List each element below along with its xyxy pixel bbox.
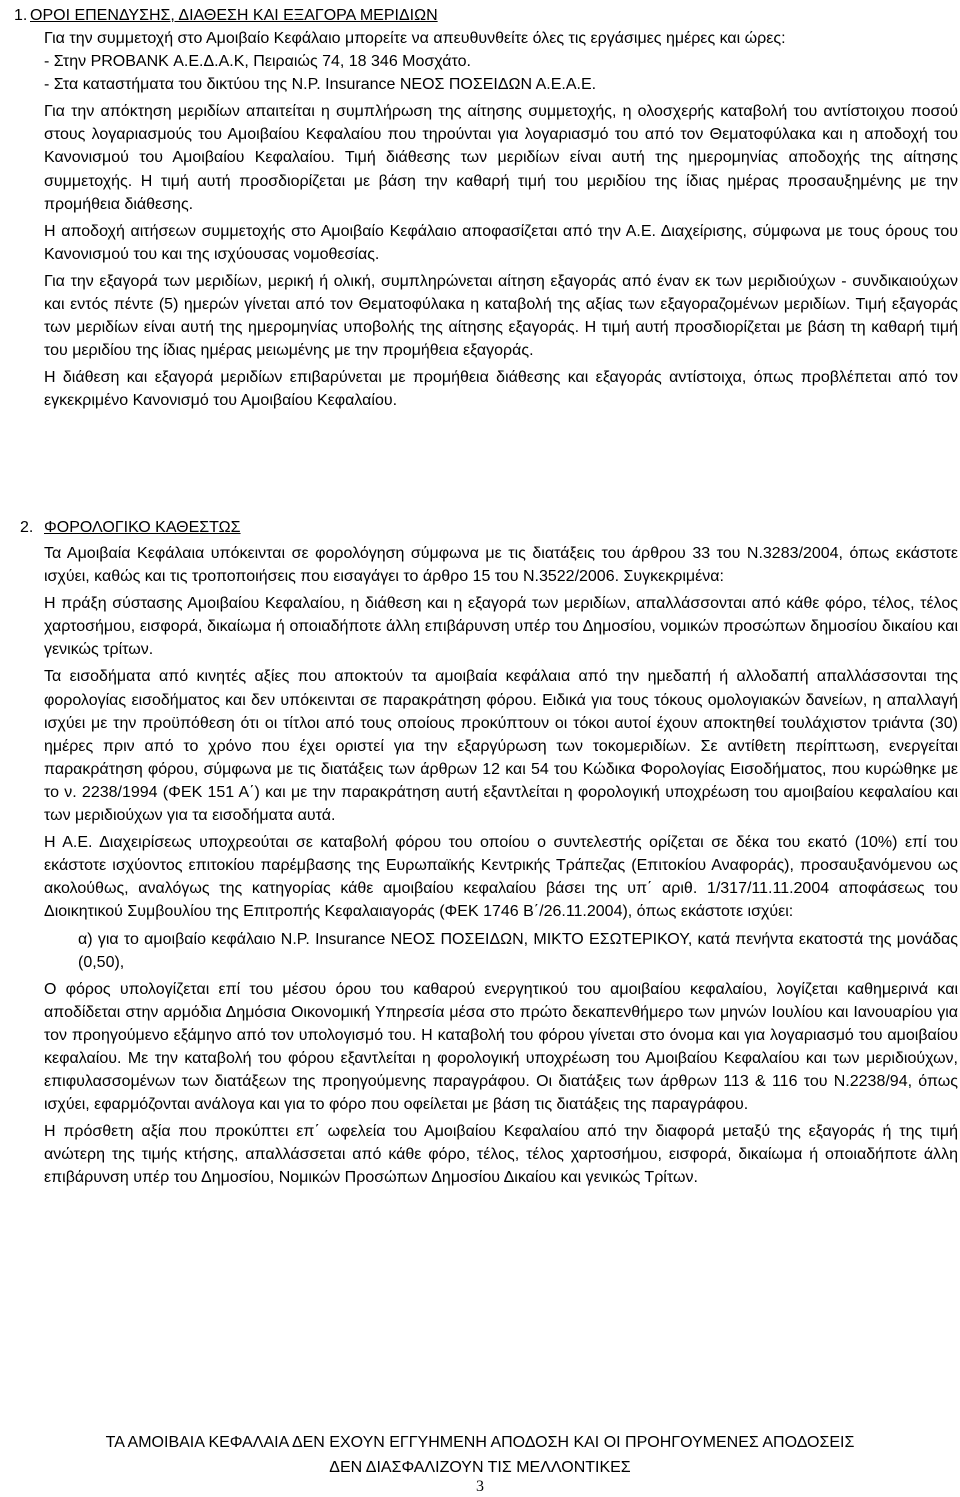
section-2-title: ΦΟΡΟΛΟΓΙΚΟ ΚΑΘΕΣΤΩΣ <box>44 519 241 536</box>
page-number: 3 <box>476 1478 484 1495</box>
disclaimer-footer <box>0 1430 960 1480</box>
paragraph: Για την απόκτηση μεριδίων απαιτείται η συμπλήρωση της αίτησης συμμετοχής, η ολοσχερής καταβολή του αντίστοιχου ποσού στους λογαριασμούς του Αμοιβαίου Κεφαλαίου που τηρούνται για λογαριασμό του από τον Θεματοφύλακα και η αποδοχή του Κανονισμού του Αμοιβαίου Κεφαλαίου. Τιμή διάθεσης των μεριδίων είναι αυτή της ημερομηνίας αποδοχής της αίτησης συμμετοχής. Η τιμή αυτή προσδιορίζεται με βάση την καθαρή τιμή του μεριδίου της ίδιας ημέρας προσαυξημένης με την προμήθεια διάθεσης. <box>44 103 958 213</box>
paragraph: Η Α.Ε. Διαχειρίσεως υποχρεούται σε καταβολή φόρου του οποίου ο συντελεστής ορίζεται σε δέκα του εκατό (10%) επί του εκάστοτε ισχύοντος επιτοκίου παρέμβασης της Ευρωπαϊκής Κεντρικής Τράπεζας (Επιτοκίου Αναφοράς), προσαυξανόμενου ως ακολούθως, αναλόγως της κατηγορίας κάθε αμοιβαίου κεφαλαίου βάσει της υπ΄ αριθ. 1/317/11.11.2004 αποφάσεως του Διοικητικού Συμβουλίου της Επιτροπής Κεφαλαιαγοράς (ΦΕΚ 1746 Β΄/26.11.2004), όπως εκάστοτε ισχύει: <box>44 834 958 921</box>
paragraph: Η αποδοχή αιτήσεων συμμετοχής στο Αμοιβαίο Κεφάλαιο αποφασίζεται από την Α.Ε. Διαχείρισης, σύμφωνα με τους όρους του Κανονισμού του και της ισχύουσας νομοθεσίας. <box>44 222 958 263</box>
section-1-title: ΟΡΟΙ ΕΠΕΝΔΥΣΗΣ, ΔΙΑΘΕΣΗ ΚΑΙ ΕΞΑΓΟΡΑ ΜΕΡΙΔΙΩΝ <box>30 7 438 24</box>
section-1-number: 1. <box>14 7 28 24</box>
paragraph: Τα εισοδήματα από κινητές αξίες που αποκτούν τα αμοιβαία κεφάλαια από την ημεδαπή ή αλλοδαπή απαλλάσσονται της φορολογίας εισοδήματος και δεν υπόκεινται σε παρακράτηση φόρου. Ειδικά για τους τόκους ομολογιακών δανείων, η απαλλαγή ισχύει με την προϋπόθεση ότι οι τίτλοι από τους οποίους προκύπτουν οι τόκοι αυτοί έχουν αποκτηθεί τουλάχιστον τριάντα (30) ημέρες πριν από το χρόνο που έχει οριστεί για την εξαργύρωση των τοκομεριδίων. Σε αντίθετη περίπτωση, ενεργείται παρακράτηση φόρου, σύμφωνα με τις διατάξεις των άρθρων 12 και 54 του Κώδικα Φορολογίας Εισοδήματος, που κυρώθηκε με το ν. 2238/1994 (ΦΕΚ 151 Α΄) και με την παρακράτηση αυτή εξαντλείται η φορολογική υποχρέωση του αμοιβαίου κεφαλαίου και των μεριδιούχων για τα εισοδήματα αυτά. <box>44 668 958 825</box>
list-item: α) για το αμοιβαίο κεφάλαιο N.P. Insurance ΝΕΟΣ ΠΟΣΕΙΔΩΝ, ΜΙΚΤΟ ΕΣΩΤΕΡΙΚΟΥ, κατά πενήντα εκατοστά της μονάδας (0,50), <box>78 930 958 971</box>
paragraph: Η πρόσθετη αξία που προκύπτει επ΄ ωφελεία του Αμοιβαίου Κεφαλαίου από την διαφορά μεταξύ της εξαγοράς ή της τιμή ανώτερη της τιμής κτήσης, απαλλάσσεται από κάθε φόρο, τέλος, τέλος χαρτοσήμου, εισφορά, δικαίωμα ή οποιαδήποτε άλλη επιβάρυνση υπέρ του Δημοσίου, Νομικών Προσώπων Δημοσίου Δικαίου και γενικώς Τρίτων. <box>44 1123 958 1187</box>
paragraph: Για την συμμετοχή στο Αμοιβαίο Κεφάλαιο μπορείτε να απευθυνθείτε όλες τις εργάσιμες ημέρες και ώρες: <box>44 30 786 47</box>
section-1-heading <box>14 4 438 27</box>
section-2-heading <box>20 516 241 539</box>
paragraph: Τα Αμοιβαία Κεφάλαια υπόκεινται σε φορολόγηση σύμφωνα με τις διατάξεις του άρθρου 33 του Ν.3283/2004, όπως εκάστοτε ισχύει, καθώς και τις τροποποιήσεις που εισαγάγει το άρθρο 15 του Ν.3522/2006. Συγκεκριμένα: <box>44 545 958 586</box>
paragraph: Η διάθεση και εξαγορά μεριδίων επιβαρύνεται με προμήθεια διάθεσης και εξαγοράς αντίστοιχα, όπως προβλέπεται από τον εγκεκριμένο Κανονισμό του Αμοιβαίου Κεφαλαίου. <box>44 369 958 410</box>
paragraph: Για την εξαγορά των μεριδίων, μερική ή ολική, συμπληρώνεται αίτηση εξαγοράς από έναν εκ των μεριδιούχων - συνδικαιούχων και εντός πέντε (5) ημερών γίνεται από τον Θεματοφύλακα η καταβολή της αξίας των εξαγοραζομένων μεριδίων. Τιμή εξαγοράς των μεριδίων είναι αυτή της ημερομηνίας υποβολής της αίτησης εξαγοράς. Η τιμή αυτή προσδιορίζεται με βάση τη καθαρή τιμή του μεριδίου της ίδιας ημέρας μειωμένης με την προμήθεια εξαγοράς. <box>44 272 958 360</box>
disclaimer-line-2: ΔΕΝ ΔΙΑΣΦΑΛΙΖΟΥΝ ΤΙΣ ΜΕΛΛΟΝΤΙΚΕΣ <box>329 1459 631 1476</box>
disclaimer-line-1: ΤΑ ΑΜΟΙΒΑΙΑ ΚΕΦΑΛΑΙΑ ΔΕΝ ΕΧΟΥΝ ΕΓΓΥΗΜΕΝΗ ΑΠΟΔΟΣΗ ΚΑΙ ΟΙ ΠΡΟΗΓΟΥΜΕΝΕΣ ΑΠΟΔΟΣΕΙΣ <box>105 1434 855 1451</box>
paragraph: Η πράξη σύστασης Αμοιβαίου Κεφαλαίου, η διάθεση και η εξαγορά των μεριδίων, απαλλάσσονται από κάθε φόρο, τέλος, τέλος χαρτοσήμου, εισφορά, δικαίωμα ή οποιαδήποτε άλλη επιβάρυνση υπέρ του Δημοσίου, νομικών προσώπων δημοσίου δικαίου και γενικώς τρίτων. <box>44 595 958 659</box>
section-2-number: 2. <box>20 519 34 536</box>
section-1-body <box>44 27 958 413</box>
paragraph: Ο φόρος υπολογίζεται επί του μέσου όρου του καθαρού ενεργητικού του αμοιβαίου κεφαλαίου, λογίζεται καθημερινά και αποδίδεται στην αρμόδια Δημόσια Οικονομική Υπηρεσία μέσα στο πρώτο δεκαπενθήμερο των μηνών Ιουλίου και Ιανουαρίου για τον προηγούμενο εξάμηνο από τον υπολογισμό του. Η καταβολή του φόρου γίνεται στο όνομα και για λογαριασμό του αμοιβαίου κεφαλαίου. Με την καταβολή του φόρου εξαντλείται η φορολογική υποχρέωση του Αμοιβαίου Κεφαλαίου και των μεριδιούχων, επιφυλασσομένων των διατάξεων της προηγούμενης παραγράφου. Οι διατάξεις των άρθρων 113 & 116 του Ν.2238/94, όπως ισχύει, εφαρμόζονται ανάλογα και για το φόρο που οφείλεται με βάση τις διατάξεις της παραγράφου. <box>44 980 958 1114</box>
list-item: - Στην PROBANK Α.Ε.Δ.Α.Κ, Πειραιώς 74, 18 346 Μοσχάτο. <box>44 53 471 71</box>
list-item: - Στα καταστήματα του δικτύου της N.P. Insurance ΝΕΟΣ ΠΟΣΕΙΔΩΝ Α.Ε.Α.Ε. <box>44 76 597 94</box>
section-2-body <box>44 542 958 1194</box>
